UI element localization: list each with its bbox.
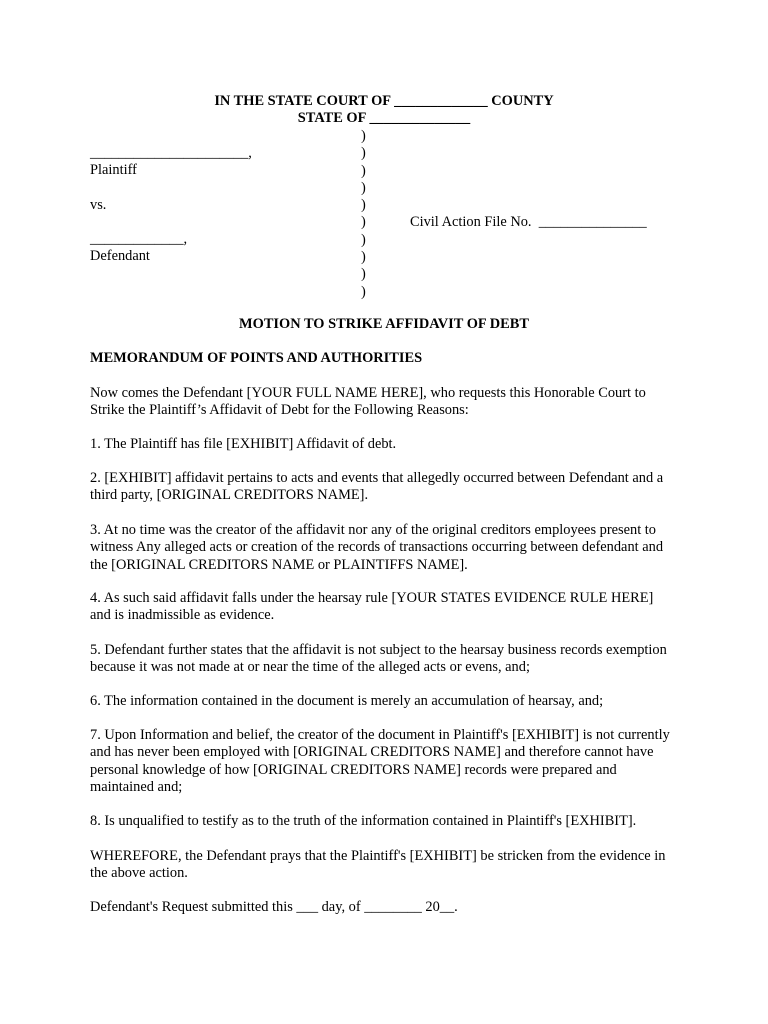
wherefore-line: the above action.: [90, 865, 188, 882]
caption-paren: ): [361, 283, 366, 300]
item-line: 4. As such said affidavit falls under the hearsay rule [YOUR STATES EVIDENCE RULE HERE]: [90, 590, 654, 606]
caption-paren: ): [361, 179, 366, 196]
plaintiff-label: Plaintiff: [90, 162, 137, 178]
vs-label: vs.: [90, 197, 107, 213]
defendant-blank: _____________,: [90, 231, 188, 247]
item-line: and has never been employed with [ORIGINAL CREDITORS NAME] and therefore cannot have: [90, 744, 654, 761]
item-line: because it was not made at or near the time of the alleged acts or evens, and;: [90, 659, 530, 676]
item-line: maintained and;: [90, 778, 183, 795]
item-line: 8. Is unqualified to testify as to the truth of the information contained in Plaintiff's [EXHIBIT].: [90, 813, 637, 829]
caption-paren: ): [361, 128, 366, 144]
item-7: [90, 727, 680, 796]
item-line: 1. The Plaintiff has file [EXHIBIT] Affidavit of debt.: [90, 436, 397, 452]
memo-heading: MEMORANDUM OF POINTS AND AUTHORITIES: [90, 350, 423, 366]
item-line: 6. The information contained in the document is merely an accumulation of hearsay, and;: [90, 693, 604, 709]
court-line: IN THE STATE COURT OF _____________ COUNTY: [214, 93, 554, 109]
state-line: STATE OF ______________: [297, 110, 471, 126]
intro-line: Strike the Plaintiff’s Affidavit of Debt for the Following Reasons:: [90, 402, 469, 419]
civil-action-file-no: Civil Action File No. _______________: [410, 214, 647, 230]
caption-paren: ): [361, 162, 366, 179]
item-line: third party, [ORIGINAL CREDITORS NAME].: [90, 487, 369, 504]
item-4: [90, 590, 680, 625]
item-line: and is inadmissible as evidence.: [90, 607, 275, 624]
caption-paren: ): [361, 249, 366, 266]
item-line: personal knowledge of how [ORIGINAL CREDITORS NAME] records were prepared and: [90, 761, 617, 778]
caption-divider: [361, 128, 371, 301]
item-line: 2. [EXHIBIT] affidavit pertains to acts and events that allegedly occurred between Defendant and a: [90, 470, 664, 486]
caption-paren: ): [361, 145, 366, 162]
item-1: [90, 436, 680, 453]
wherefore-paragraph: [90, 848, 680, 883]
item-5: [90, 642, 680, 677]
intro-line: Now comes the Defendant [YOUR FULL NAME HERE], who requests this Honorable Court to: [90, 385, 646, 401]
wherefore-line: WHEREFORE, the Defendant prays that the Plaintiff's [EXHIBIT] be stricken from the evidence in: [90, 848, 666, 864]
item-line: 7. Upon Information and belief, the creator of the document in Plaintiff's [EXHIBIT] is not currently: [90, 727, 670, 743]
plaintiff-blank: ______________________,: [90, 145, 252, 161]
intro-paragraph: [90, 385, 680, 420]
caption-paren: ): [361, 197, 366, 214]
caption-paren: ): [361, 231, 366, 248]
item-3: [90, 522, 680, 574]
item-2: [90, 470, 680, 505]
caption-paren: ): [361, 214, 366, 231]
defendant-label: Defendant: [90, 248, 150, 264]
request-line: Defendant's Request submitted this ___ day, of ________ 20__.: [90, 899, 458, 915]
caption-paren: ): [361, 266, 366, 283]
item-6: [90, 693, 680, 710]
item-8: [90, 813, 680, 830]
item-line: 5. Defendant further states that the affidavit is not subject to the hearsay business records exemption: [90, 642, 667, 658]
motion-title: MOTION TO STRIKE AFFIDAVIT OF DEBT: [239, 316, 529, 332]
item-line: 3. At no time was the creator of the affidavit nor any of the original creditors employees present to: [90, 522, 656, 538]
item-line: witness Any alleged acts or creation of the records of transactions occurring between defendant and: [90, 539, 664, 556]
item-line: the [ORIGINAL CREDITORS NAME or PLAINTIFFS NAME].: [90, 556, 468, 573]
